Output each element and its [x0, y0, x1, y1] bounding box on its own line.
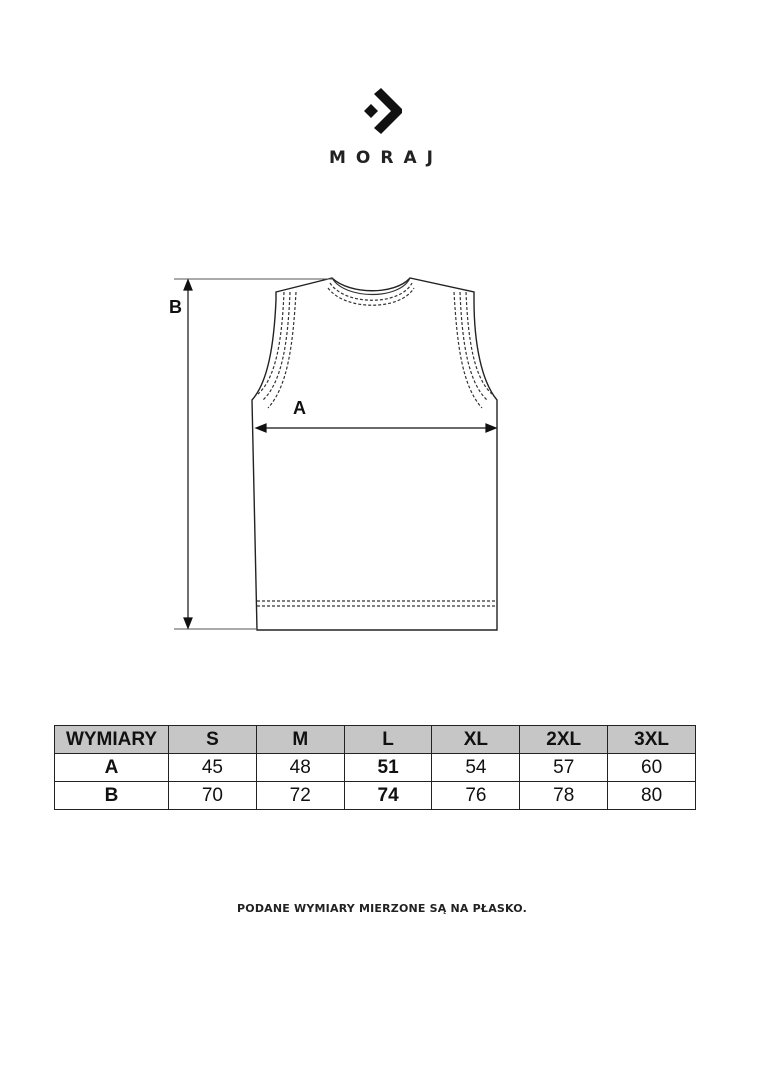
table-cell: 80 — [608, 782, 696, 810]
table-cell: 54 — [432, 754, 520, 782]
dimension-a-label: A — [293, 398, 306, 418]
row-label: A — [55, 754, 169, 782]
header-cell-3xl: 3XL — [608, 726, 696, 754]
table-cell: 76 — [432, 782, 520, 810]
table-cell: 45 — [169, 754, 257, 782]
table-cell: 57 — [520, 754, 608, 782]
table-cell: 48 — [256, 754, 344, 782]
header-cell-2xl: 2XL — [520, 726, 608, 754]
dimension-b-label: B — [169, 297, 182, 317]
header-cell-m: M — [256, 726, 344, 754]
header-cell-l: L — [344, 726, 432, 754]
table-cell: 70 — [169, 782, 257, 810]
size-table-header-row — [55, 726, 696, 754]
table-row — [55, 782, 696, 810]
header-cell-xl: XL — [432, 726, 520, 754]
table-cell-highlight: 74 — [344, 782, 432, 810]
size-table — [54, 725, 696, 810]
header-cell-s: S — [169, 726, 257, 754]
table-row — [55, 754, 696, 782]
table-cell: 72 — [256, 782, 344, 810]
brand-name: MORAJ — [329, 148, 443, 168]
header-cell-label: WYMIARY — [55, 726, 169, 754]
measurement-note: PODANE WYMIARY MIERZONE SĄ NA PŁASKO. — [237, 902, 527, 915]
table-cell: 78 — [520, 782, 608, 810]
row-label: B — [55, 782, 169, 810]
table-cell: 60 — [608, 754, 696, 782]
table-cell-highlight: 51 — [344, 754, 432, 782]
